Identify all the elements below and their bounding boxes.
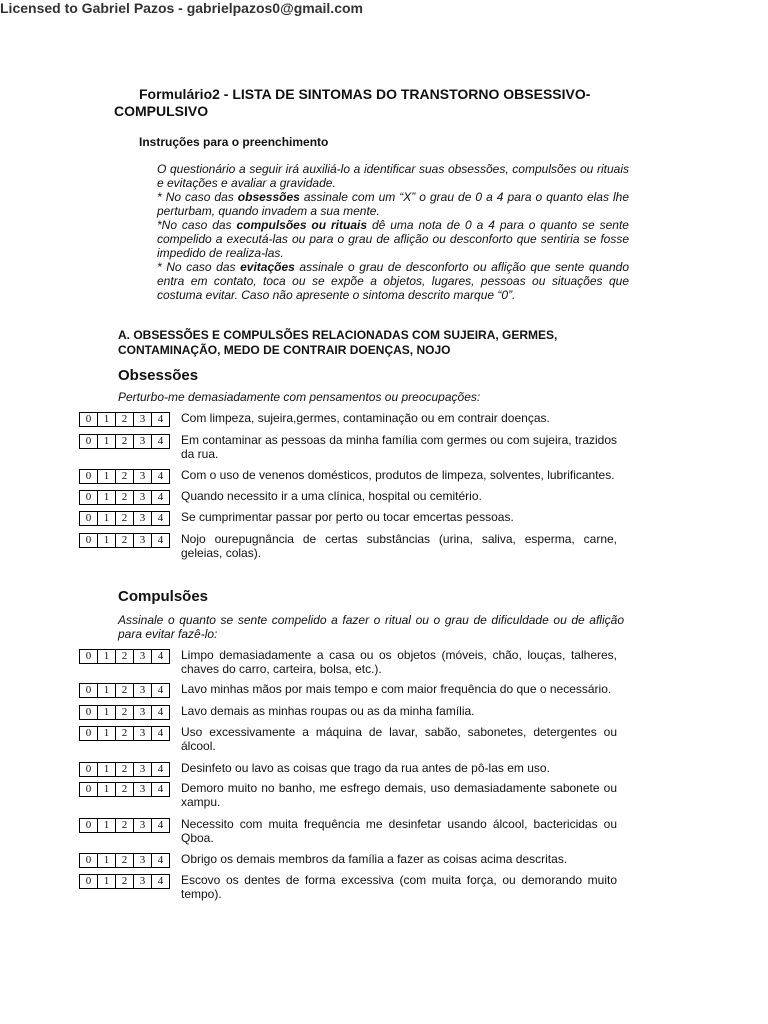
severity-scale: [79, 683, 170, 698]
scale-option-1[interactable]: 1: [98, 819, 116, 832]
title-line-2: COMPULSIVO: [114, 103, 209, 119]
scale-option-3[interactable]: 3: [134, 706, 152, 719]
scale-option-2[interactable]: 2: [116, 819, 134, 832]
scale-option-3[interactable]: 3: [134, 783, 152, 796]
scale-option-0[interactable]: 0: [80, 875, 98, 888]
compulsion-item-text: Lavo minhas mãos por mais tempo e com maior frequência do que o necessário.: [181, 682, 612, 696]
scale-option-3[interactable]: 3: [134, 470, 152, 483]
scale-option-3[interactable]: 3: [134, 875, 152, 888]
scale-option-2[interactable]: 2: [116, 413, 134, 426]
compulsion-item-text: Lavo demais as minhas roupas ou as da minha família.: [181, 704, 475, 718]
scale-option-0[interactable]: 0: [80, 534, 98, 547]
scale-option-2[interactable]: 2: [116, 727, 134, 740]
scale-option-3[interactable]: 3: [134, 512, 152, 525]
scale-option-3[interactable]: 3: [134, 650, 152, 663]
scale-option-4[interactable]: 4: [157, 875, 164, 887]
compulsion-item-text: Uso excessivamente a máquina de lavar, sabão, sabonetes, detergentes ou álcool.: [181, 725, 617, 753]
scale-option-3[interactable]: 3: [134, 684, 152, 697]
compulsion-item-text: Obrigo os demais membros da família a fazer as coisas acima descritas.: [181, 852, 568, 866]
scale-option-1[interactable]: 1: [98, 763, 116, 776]
obsession-item-text: Se cumprimentar passar por perto ou tocar emcertas pessoas.: [181, 510, 514, 524]
instructions-heading: Instruções para o preenchimento: [139, 135, 329, 149]
scale-option-1[interactable]: 1: [98, 470, 116, 483]
scale-option-4[interactable]: 4: [157, 435, 164, 447]
scale-option-2[interactable]: 2: [116, 875, 134, 888]
scale-option-2[interactable]: 2: [116, 783, 134, 796]
severity-scale: [79, 434, 170, 449]
scale-option-0[interactable]: 0: [80, 854, 98, 867]
severity-scale: [79, 874, 170, 889]
severity-scale: [79, 469, 170, 484]
severity-scale: [79, 533, 170, 548]
scale-option-2[interactable]: 2: [116, 854, 134, 867]
scale-option-3[interactable]: 3: [134, 435, 152, 448]
scale-option-1[interactable]: 1: [98, 650, 116, 663]
instructions-compulsions: *No caso das compulsões ou rituais dê uma nota de 0 a 4 para o quanto se sente compelido a executá-las ou para o grau de aflição ou desconforto que sentiria se fosse impedido de realiza-las.: [157, 218, 629, 260]
scale-option-0[interactable]: 0: [80, 491, 98, 504]
compulsions-description: Assinale o quanto se sente compelido a fazer o ritual ou o grau de dificuldade ou de aflição para evitar fazê-lo:: [118, 613, 624, 641]
scale-option-3[interactable]: 3: [134, 763, 152, 776]
compulsion-item-text: Desinfeto ou lavo as coisas que trago da rua antes de pô-las em uso.: [181, 761, 550, 775]
compulsion-item-text: Limpo demasiadamente a casa ou os objetos (móveis, chão, louças, talheres, chaves do carro, carteira, bolsa, etc.).: [181, 648, 617, 676]
scale-option-0[interactable]: 0: [80, 470, 98, 483]
scale-option-3[interactable]: 3: [134, 491, 152, 504]
scale-option-4[interactable]: 4: [157, 763, 164, 775]
scale-option-1[interactable]: 1: [98, 413, 116, 426]
scale-option-3[interactable]: 3: [134, 413, 152, 426]
scale-option-0[interactable]: 0: [80, 819, 98, 832]
scale-option-4[interactable]: 4: [157, 706, 164, 718]
severity-scale: [79, 511, 170, 526]
scale-option-4[interactable]: 4: [157, 534, 164, 546]
severity-scale: [79, 649, 170, 664]
scale-option-4[interactable]: 4: [157, 783, 164, 795]
scale-option-4[interactable]: 4: [157, 727, 164, 739]
compulsions-heading: Compulsões: [118, 588, 209, 605]
scale-option-0[interactable]: 0: [80, 650, 98, 663]
severity-scale: [79, 762, 170, 777]
section-a-title: A. OBSESSÕES E COMPULSÕES RELACIONADAS COM SUJEIRA, GERMES, CONTAMINAÇÃO, MEDO DE CONTRAIR DOENÇAS, NOJO: [118, 328, 558, 357]
scale-option-2[interactable]: 2: [116, 435, 134, 448]
scale-option-1[interactable]: 1: [98, 534, 116, 547]
obsession-item-text: Com o uso de venenos domésticos, produtos de limpeza, solventes, lubrificantes.: [181, 468, 615, 482]
scale-option-1[interactable]: 1: [98, 512, 116, 525]
severity-scale: [79, 782, 170, 797]
instructions-avoidances: * No caso das evitações assinale o grau de desconforto ou aflição que sente quando entra em contato, toca ou se expõe a objetos, lugares, pessoas ou situações que costuma evitar. Caso não apresente o sintoma descrito marque “0”.: [157, 260, 629, 302]
obsession-item-text: Com limpeza, sujeira,germes, contaminação ou em contrair doenças.: [181, 411, 550, 425]
compulsion-item-text: Demoro muito no banho, me esfrego demais, uso demasiadamente sabonete ou xampu.: [181, 781, 617, 809]
scale-option-2[interactable]: 2: [116, 491, 134, 504]
instructions-body: [139, 162, 629, 302]
compulsion-item-text: Escovo os dentes de forma excessiva (com muita força, ou demorando muito tempo).: [181, 873, 617, 901]
scale-option-0[interactable]: 0: [80, 684, 98, 697]
scale-option-0[interactable]: 0: [80, 413, 98, 426]
severity-scale: [79, 818, 170, 833]
scale-option-4[interactable]: 4: [157, 491, 164, 503]
license-watermark: Licensed to Gabriel Pazos - gabrielpazos0@gmail.com: [0, 0, 363, 16]
page-title: [114, 86, 634, 120]
severity-scale: [79, 412, 170, 427]
scale-option-0[interactable]: 0: [80, 435, 98, 448]
scale-option-1[interactable]: 1: [98, 783, 116, 796]
scale-option-1[interactable]: 1: [98, 435, 116, 448]
obsession-item-text: Nojo ourepugnância de certas substâncias (urina, saliva, esperma, carne, geleias, colas).: [181, 532, 617, 560]
scale-option-4[interactable]: 4: [157, 684, 164, 696]
obsessions-heading: Obsessões: [118, 367, 199, 384]
scale-option-0[interactable]: 0: [80, 512, 98, 525]
scale-option-4[interactable]: 4: [157, 413, 164, 425]
severity-scale: [79, 853, 170, 868]
scale-option-3[interactable]: 3: [134, 727, 152, 740]
instructions-obsessions: * No caso das obsessões assinale com um “X” o grau de 0 a 4 para o quanto elas lhe perturbam, quando invadem a sua mente.: [157, 190, 629, 218]
scale-option-0[interactable]: 0: [80, 763, 98, 776]
scale-option-1[interactable]: 1: [98, 854, 116, 867]
scale-option-0[interactable]: 0: [80, 727, 98, 740]
scale-option-2[interactable]: 2: [116, 684, 134, 697]
compulsion-item-text: Necessito com muita frequência me desinfetar usando álcool, bactericidas ou Qboa.: [181, 817, 617, 845]
scale-option-1[interactable]: 1: [98, 491, 116, 504]
scale-option-3[interactable]: 3: [134, 854, 152, 867]
scale-option-4[interactable]: 4: [157, 650, 164, 662]
scale-option-2[interactable]: 2: [116, 650, 134, 663]
obsession-item-text: Em contaminar as pessoas da minha família com germes ou com sujeira, trazidos da rua.: [181, 433, 617, 461]
obsessions-description: Perturbo-me demasiadamente com pensamentos ou preocupações:: [118, 390, 481, 404]
severity-scale: [79, 490, 170, 505]
scale-option-0[interactable]: 0: [80, 706, 98, 719]
scale-option-3[interactable]: 3: [134, 819, 152, 832]
severity-scale: [79, 705, 170, 720]
scale-option-1[interactable]: 1: [98, 706, 116, 719]
scale-option-2[interactable]: 2: [116, 470, 134, 483]
scale-option-4[interactable]: 4: [157, 470, 164, 482]
scale-option-3[interactable]: 3: [134, 534, 152, 547]
obsession-item-text: Quando necessito ir a uma clínica, hospital ou cemitério.: [181, 489, 482, 503]
severity-scale: [79, 726, 170, 741]
scale-option-4[interactable]: 4: [157, 854, 164, 866]
scale-option-0[interactable]: 0: [80, 783, 98, 796]
instructions-paragraph: O questionário a seguir irá auxiliá-lo a identificar suas obsessões, compulsões ou rituais e evitações e avaliar a gravidade.: [157, 162, 629, 190]
scale-option-4[interactable]: 4: [157, 819, 164, 831]
scale-option-4[interactable]: 4: [157, 512, 164, 524]
scale-option-1[interactable]: 1: [98, 727, 116, 740]
scale-option-2[interactable]: 2: [116, 706, 134, 719]
scale-option-2[interactable]: 2: [116, 763, 134, 776]
scale-option-2[interactable]: 2: [116, 534, 134, 547]
scale-option-2[interactable]: 2: [116, 512, 134, 525]
scale-option-1[interactable]: 1: [98, 684, 116, 697]
scale-option-1[interactable]: 1: [98, 875, 116, 888]
title-line-1: Formulário2 - LISTA DE SINTOMAS DO TRANSTORNO OBSESSIVO-: [139, 86, 591, 102]
